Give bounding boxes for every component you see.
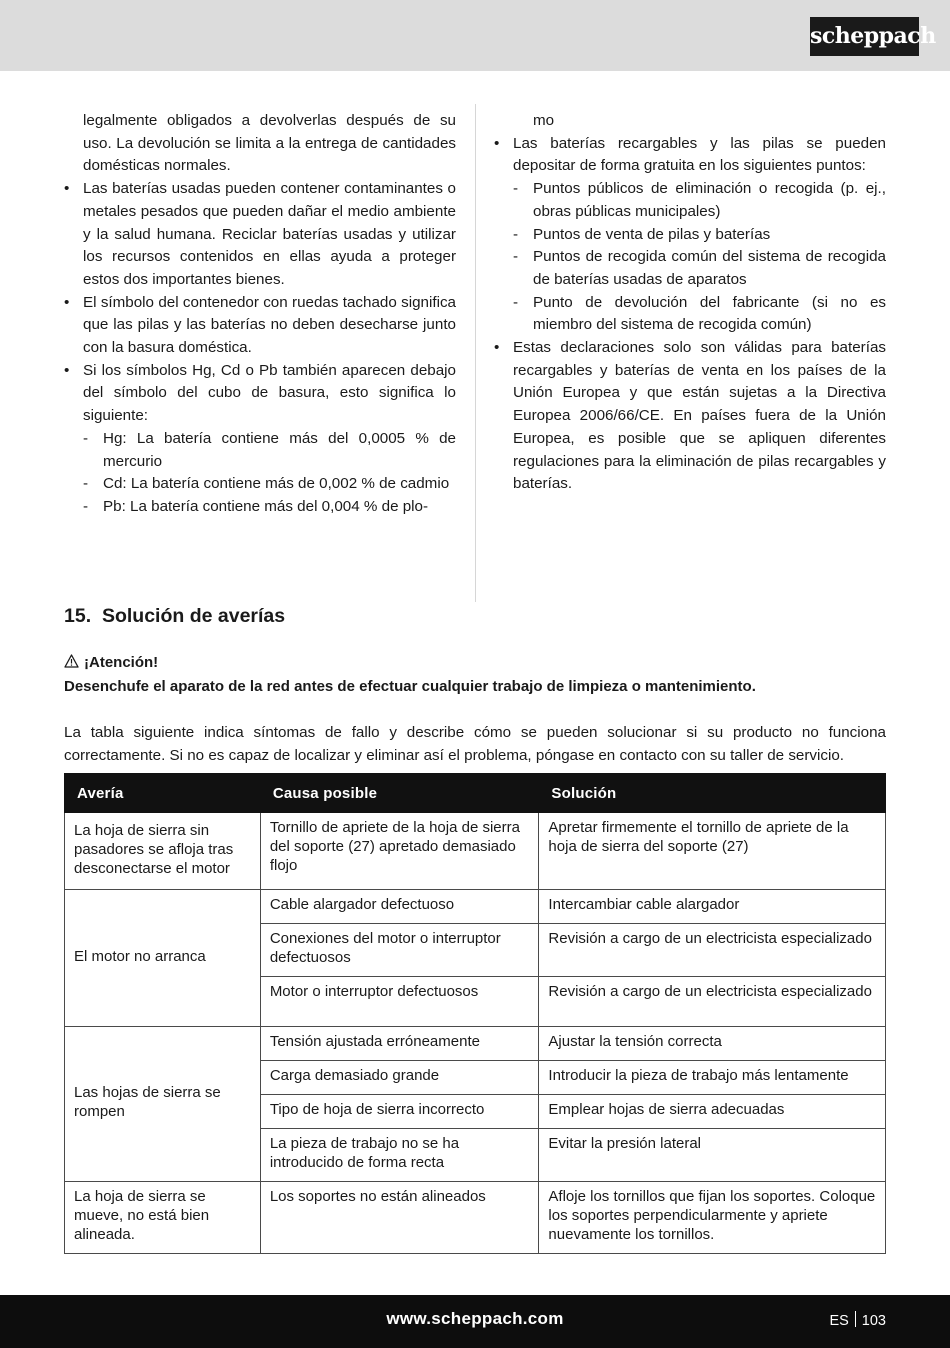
table-intro: La tabla siguiente indica síntomas de fallo y describe cómo se pueden solucionar si su producto no funciona correctamente. Si no es capaz de localizar y eliminar así el problema, póngase en contacto con su taller de servicio. xyxy=(64,724,886,764)
column-header: Causa posible xyxy=(260,774,539,813)
section-number: 15. xyxy=(64,605,92,627)
table-row xyxy=(65,813,886,890)
troubleshooting-table xyxy=(64,773,886,1254)
page-number: 103 xyxy=(861,1313,886,1329)
sub-list-item: - Cd: La batería contiene más de 0,002 % de cadmio xyxy=(83,475,450,493)
list-item-text: Las baterías recargables y las pilas se pueden depositar de forma gratuita en los siguientes puntos: xyxy=(513,134,886,175)
sub-list-item: - Pb: La batería contiene más del 0,004 % de plo- xyxy=(83,497,429,515)
language-code: ES xyxy=(829,1313,849,1329)
list-item: • Las baterías usadas pueden contener contaminantes o metales pesados que pueden dañar el medio ambiente y la salud humana. Reciclar baterías usadas y utilizar los recursos contenidos en ellas ayuda a proteger estos dos importantes bienes. xyxy=(64,180,456,288)
cause-cell: Cable alargador defectuoso xyxy=(260,890,539,924)
fault-cell: La hoja de sierra sin pasadores se afloja tras desconectarse el motor xyxy=(65,813,261,890)
brand-logo: scheppach xyxy=(810,17,919,56)
sub-list-item-text: Pb: La batería contiene más del 0,004 % de plo- xyxy=(103,497,429,515)
fault-cell: Las hojas de sierra se rompen xyxy=(65,1027,261,1182)
continuation-fragment: mo xyxy=(533,112,555,129)
table-row xyxy=(65,890,886,924)
sub-list-item-text: Hg: La batería contiene más del 0,0005 % de mercurio xyxy=(103,429,456,470)
warning-text: Desenchufe el aparato de la red antes de efectuar cualquier trabajo de limpieza o mantenimiento. xyxy=(64,678,756,695)
section-heading xyxy=(64,605,285,628)
solution-cell: Revisión a cargo de un electricista especializado xyxy=(539,924,886,977)
page-indicator xyxy=(829,1311,886,1329)
solution-cell: Intercambiar cable alargador xyxy=(539,890,886,924)
cause-cell: Tensión ajustada erróneamente xyxy=(260,1027,539,1061)
sub-list-item-text: Punto de devolución del fabricante (si no es miembro del sistema de recogida común) xyxy=(533,293,886,334)
cause-cell: Conexiones del motor o interruptor defectuosos xyxy=(260,924,539,977)
sub-list-item-text: Cd: La batería contiene más de 0,002 % de cadmio xyxy=(103,475,450,493)
list-item: • El símbolo del contenedor con ruedas tachado significa que las pilas y las baterías no deben desecharse junto con la basura doméstica. xyxy=(64,293,456,357)
solution-cell: Revisión a cargo de un electricista especializado xyxy=(539,977,886,1027)
section-title-text: Solución de averías xyxy=(101,605,286,627)
warning-triangle-icon xyxy=(64,654,79,668)
cause-cell: Motor o interruptor defectuosos xyxy=(260,977,539,1027)
solution-cell: Afloje los tornillos que fijan los soportes. Coloque los soportes perpendicularmente y apriete nuevamente los tornillos. xyxy=(539,1182,886,1254)
list-item: • Estas declaraciones solo son válidas para baterías recargables y baterías de venta en los países de la Unión Europea y que están sujetas a la Directiva Europea 2006/66/CE. En países fuera de la Unión Europea, es posible que se apliquen diferentes regulaciones para la eliminación de pilas recargables y baterías. xyxy=(494,339,886,493)
cause-cell: La pieza de trabajo no se ha introducido de forma recta xyxy=(260,1129,539,1182)
sub-list-item-text: Puntos de recogida común del sistema de recogida de baterías usadas de aparatos xyxy=(533,248,886,288)
sub-list-item-text: Puntos de venta de pilas y baterías xyxy=(533,225,771,243)
column-header: Avería xyxy=(65,774,261,813)
table-row xyxy=(65,1027,886,1061)
cause-cell: Carga demasiado grande xyxy=(260,1061,539,1095)
warning-title: ¡Atención! xyxy=(84,654,159,671)
list-item-text: El símbolo del contenedor con ruedas tachado significa que las pilas y las baterías no deben desecharse junto con la basura doméstica. xyxy=(83,293,456,357)
table-row xyxy=(65,1182,886,1254)
list-item-text: Estas declaraciones solo son válidas para baterías recargables y baterías de venta en los países de la Unión Europea y que están sujetas a la Directiva Europea 2006/66/CE. En países fuera de la Unión Europea, es posible que se apliquen diferentes regulaciones para la eliminación de pilas recargables y baterías. xyxy=(513,339,886,493)
solution-cell: Evitar la presión lateral xyxy=(539,1129,886,1182)
solution-cell: Introducir la pieza de trabajo más lentamente xyxy=(539,1061,886,1095)
cause-cell: Tipo de hoja de sierra incorrecto xyxy=(260,1095,539,1129)
solution-cell: Emplear hojas de sierra adecuadas xyxy=(539,1095,886,1129)
continuation-text xyxy=(494,110,886,133)
list-item: • Las baterías recargables y las pilas se pueden depositar de forma gratuita en los siguientes puntos: xyxy=(494,134,886,175)
website-url: www.scheppach.com xyxy=(386,1309,564,1328)
page-separator xyxy=(855,1311,856,1327)
fault-cell: La hoja de sierra se mueve, no está bien alineada. xyxy=(65,1182,261,1254)
sub-list-item: - Puntos de recogida común del sistema de recogida de baterías usadas de aparatos xyxy=(513,248,886,288)
solution-cell: Ajustar la tensión correcta xyxy=(539,1027,886,1061)
left-column xyxy=(64,110,456,519)
continuation-paragraph: legalmente obligados a devolverlas después de su uso. La devolución se limita a la entrega de cantidades domésticas normales. xyxy=(83,112,456,175)
fault-cell: El motor no arranca xyxy=(65,890,261,1027)
sub-list-item: - Puntos públicos de eliminación o recogida (p. ej., obras públicas municipales) xyxy=(513,180,886,220)
sub-list-item: - Puntos de venta de pilas y baterías xyxy=(513,225,771,243)
cause-cell: Tornillo de apriete de la hoja de sierra del soporte (27) apretado demasiado flojo xyxy=(260,813,539,890)
list-item-text: Si los símbolos Hg, Cd o Pb también aparecen debajo del símbolo del cubo de basura, esto significa lo siguiente: xyxy=(83,361,456,425)
table-header-row xyxy=(65,774,886,813)
sub-list-item: - Hg: La batería contiene más del 0,0005 % de mercurio xyxy=(83,429,456,470)
column-divider xyxy=(475,104,476,602)
list-item: • Si los símbolos Hg, Cd o Pb también aparecen debajo del símbolo del cubo de basura, esto significa lo siguiente: xyxy=(64,361,456,425)
column-header: Solución xyxy=(539,774,886,813)
list-item-text: Las baterías usadas pueden contener contaminantes o metales pesados que pueden dañar el medio ambiente y la salud humana. Reciclar baterías usadas y utilizar los recursos contenidos en ellas ayuda a proteger estos dos importantes bienes. xyxy=(83,180,456,288)
sub-list-item-text: Puntos públicos de eliminación o recogida (p. ej., obras públicas municipales) xyxy=(533,180,886,220)
sub-list-item: - Punto de devolución del fabricante (si no es miembro del sistema de recogida común) xyxy=(513,293,886,334)
warning-heading xyxy=(64,654,158,671)
right-column xyxy=(494,110,886,496)
solution-cell: Apretar firmemente el tornillo de apriete de la hoja de sierra del soporte (27) xyxy=(539,813,886,890)
cause-cell: Los soportes no están alineados xyxy=(260,1182,539,1254)
header-bar xyxy=(0,0,950,71)
footer-bar xyxy=(0,1295,950,1348)
